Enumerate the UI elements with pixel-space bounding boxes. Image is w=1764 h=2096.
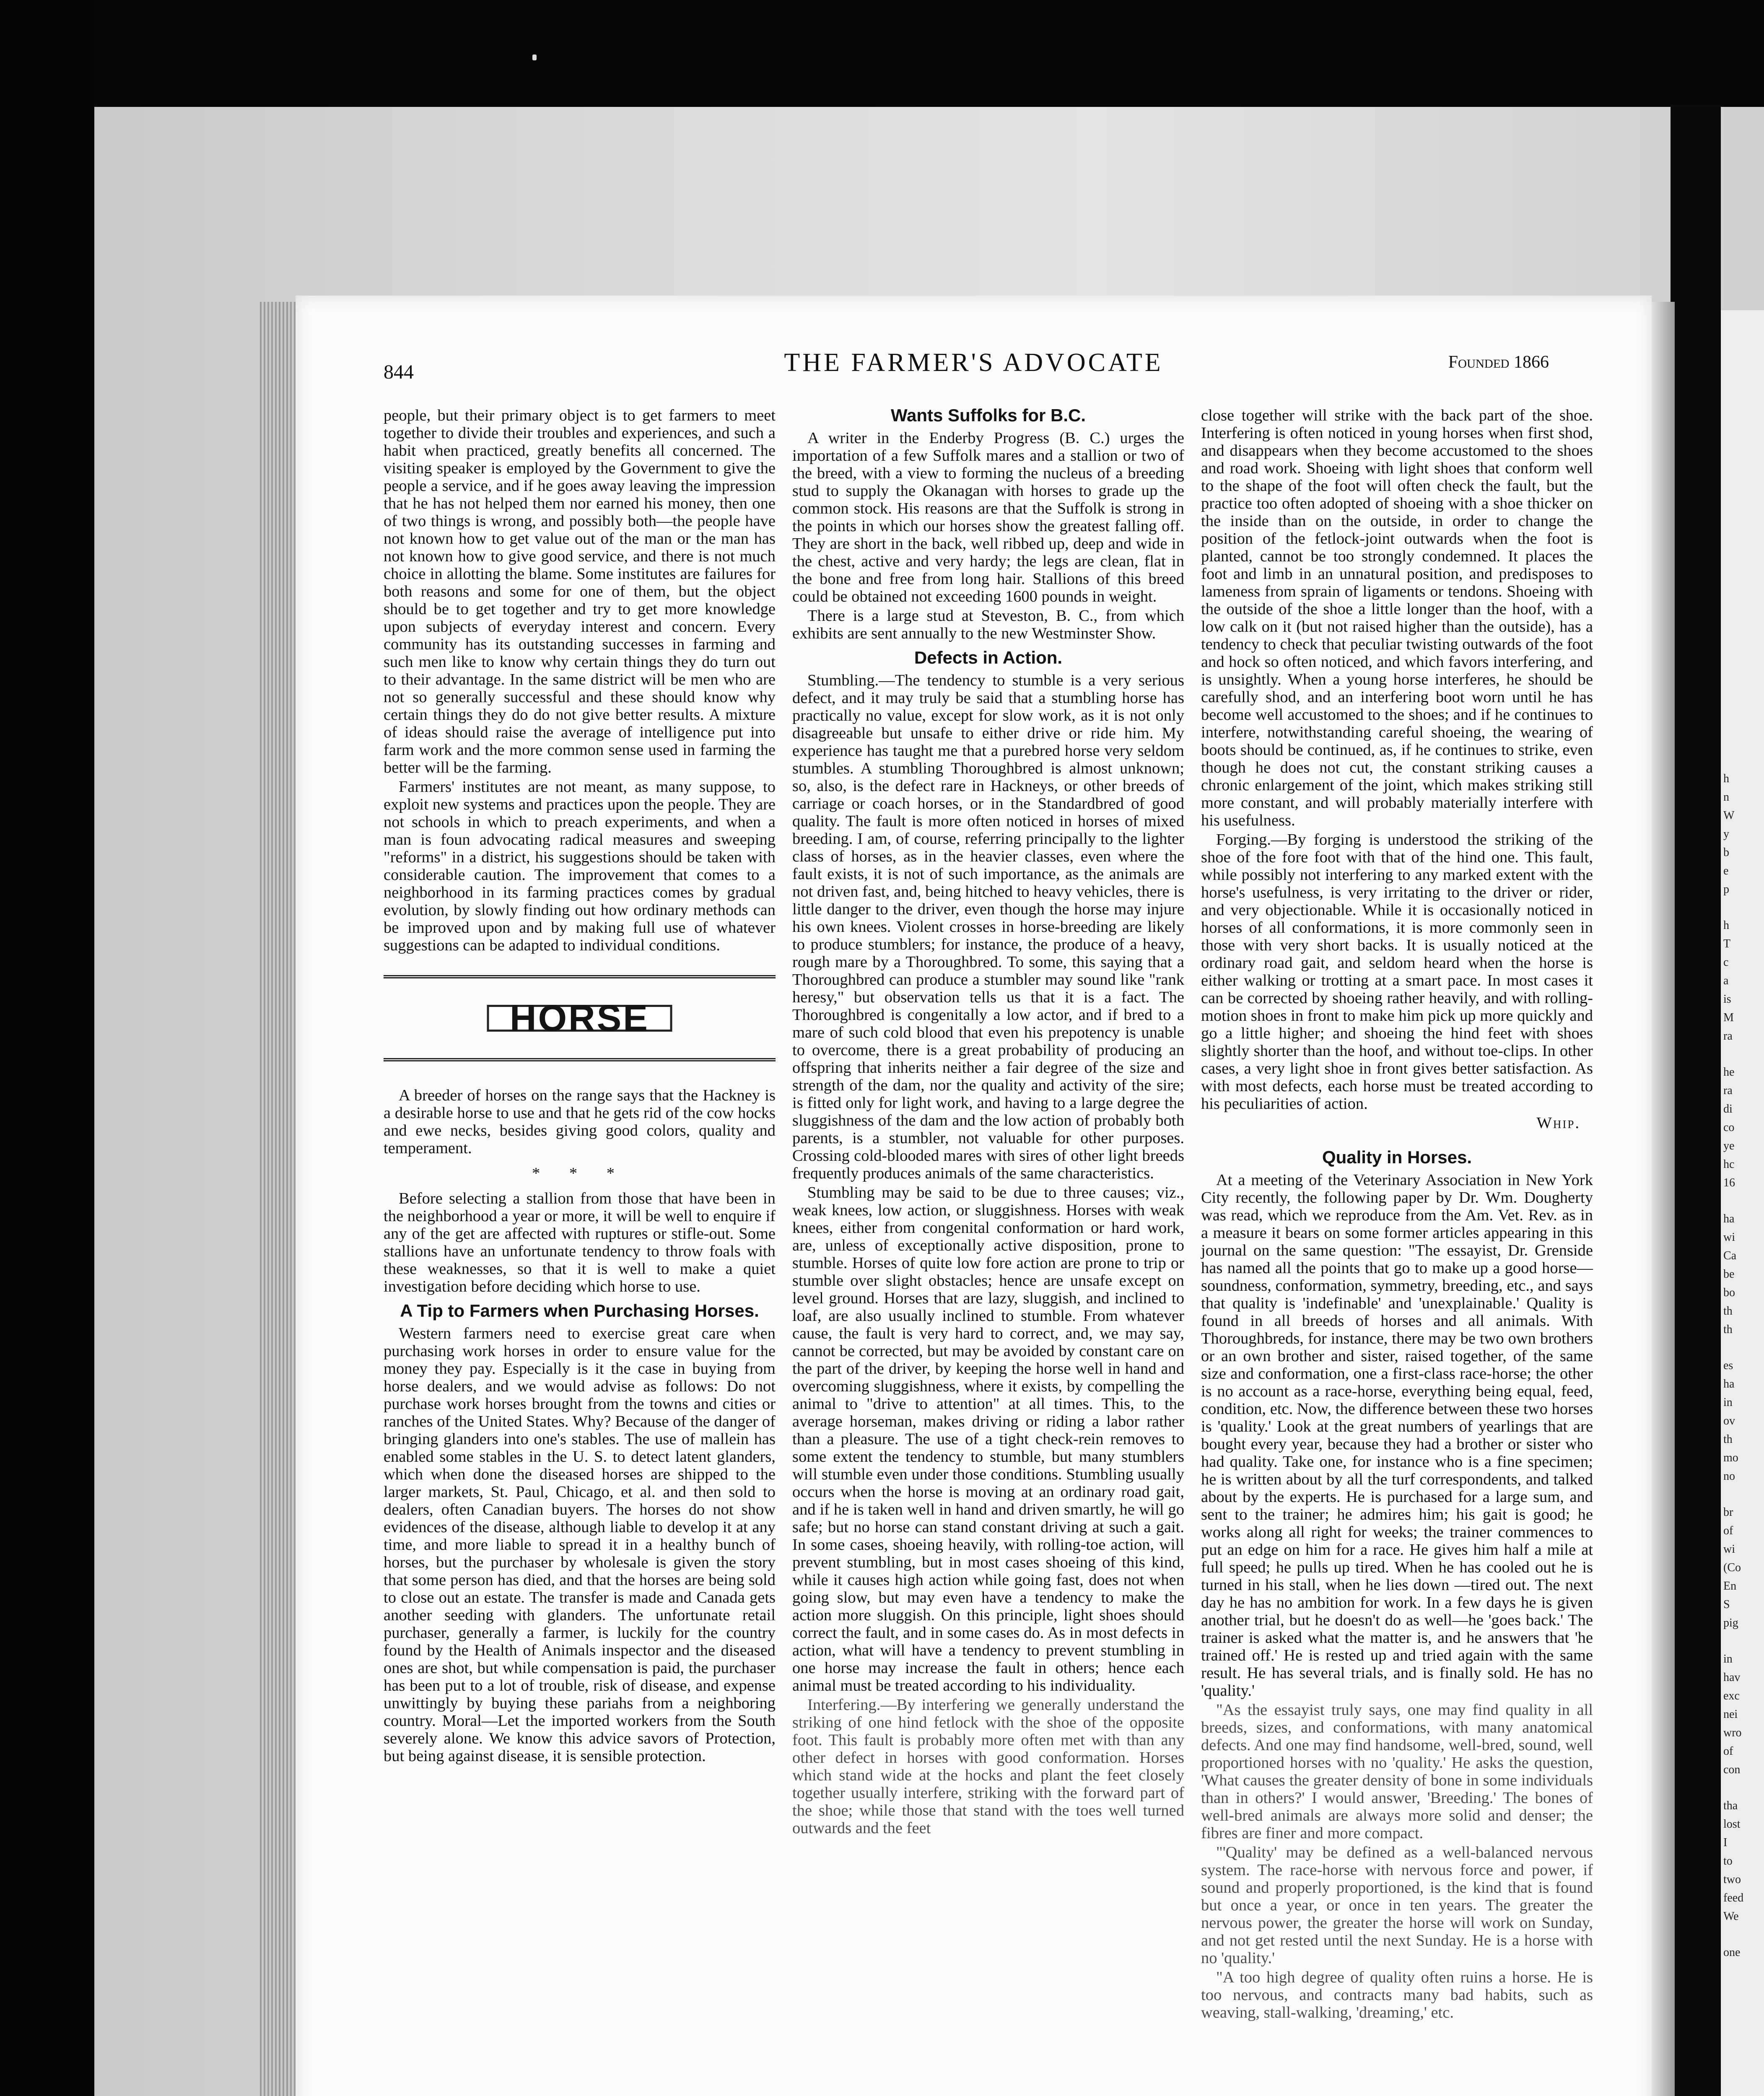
next-page-fragment: e [1723, 864, 1729, 877]
next-page-fragment: 16 [1723, 1176, 1735, 1189]
paragraph: At a meeting of the Veterinary Association in New York City recently, the following paper by Dr. Wm. Dougherty was read, which we reproduce from the Am. Vet. Rev. as in a measure it bears on some former articles appearing in this journal on the same question: "The essayist, Dr. Grenside has named all the points that go to make up a good horse—soundness, conformation, symmetry, breeding, etc., and says that quality is 'indefinable' and 'unexplainable.' Quality is found in all breeds of horses and all animals. With Thoroughbreds, for instance, there may be two own brothers or an own brother and sister, raised together, of the same size and conformation, one a first-class race-horse; the other is no account as a race-horse, everything being equal, feed, condition, etc. Now, the difference between these two horses is 'quality.' Look at the great numbers of yearlings that are bought every year, because they had a brother or sister who had quality. Take one, for instance who is a fine specimen; he is written about by all the turf correspondents, and talked about by the experts. He is purchased for a large sum, and sent to the trainer; he admires him; his gait is good; he works along all right for weeks; the trainer commences to put an edge on him for a race. He gives him half a mile at full speed; he pulls up tired. When he has cooled out he is turned in his stall, when he lies down —tired out. The next day he has no ambition for work. In a few days he is given another trial, but he doesn't do as well—he 'goes back.' The trainer is asked what the matter is, and he answers that 'he trained off.' He is rested up and tried again with the same result. He has several trials, and is finally sold. He has no 'quality.' [1201, 1171, 1593, 1699]
next-page-fragment: T [1723, 937, 1731, 950]
next-page-fragment: M [1723, 1011, 1734, 1024]
next-page-fragment: Ca [1723, 1249, 1737, 1262]
paragraph: Stumbling.—The tendency to stumble is a very serious defect, and it may truly be said that a stumbling horse has practically no value, except for slow work, as it is not only disagreeable but unsafe to either drive or ride him. My experience has taught me that a purebred horse very seldom stumbles. A stumbling Thoroughbred is almost unknown; so, also, is the defect rare in Hackneys, or other breeds of carriage or coach horses, or in the Standardbred of good quality. The fault is more often noticed in horses of mixed breeding. I am, of course, referring principally to the lighter class of horses, as in the heavier classes, even where the fault exists, it is not of such importance, as the animals are not driven fast, and, being hitched to heavy vehicles, there is little danger to the driver, even though the horse may injure his own knees. Violent crosses in horse-breeding are likely to produce stumblers; for instance, the produce of a heavy, rough mare by a Thoroughbred. To some, this saying that a Thoroughbred can produce a stumbler may sound like "rank heresy," but observation tells us that it is a fact. The Thoroughbred is congenitally a low actor, and if bred to a mare of such cold blood that even his prepotency is unable to overcome, there is a great probability of producing an offspring that inherits neither a fair degree of the size and strength of the dam, nor the quality and activity of the sire; is fitted only for light work, and having to a large degree the sluggishness of the dam and the low action of probably both parents, is a stumbler, not valuable for other purposes. Crossing cold-blooded mares with sires of other light breeds frequently produces animals of the same characteristics. [792, 672, 1184, 1182]
scan-speck [532, 54, 537, 60]
section-banner-label: HORSE [487, 1005, 672, 1032]
next-page-fragment: br [1723, 1506, 1733, 1519]
next-page-fragment: hav [1723, 1671, 1741, 1684]
founded-note: Founded 1866 [1448, 353, 1549, 372]
next-page-fragment: to [1723, 1855, 1733, 1868]
section-break-stars: * * * [532, 1165, 627, 1182]
next-page-fragment: tha [1723, 1799, 1738, 1812]
next-page-fragment: b [1723, 846, 1729, 859]
next-page-fragment: ov [1723, 1414, 1735, 1427]
next-page-fragment: ha [1723, 1212, 1735, 1225]
next-page-fragment: (Co [1723, 1561, 1741, 1574]
next-page-fragment: ye [1723, 1139, 1735, 1152]
article-heading: Quality in Horses. [1322, 1147, 1472, 1167]
book-page [296, 296, 1652, 2096]
scan-border-left [0, 0, 94, 2096]
author-signature: Whip. [1536, 1114, 1580, 1132]
next-page-fragment: two [1723, 1873, 1741, 1886]
column-3 [1201, 407, 1593, 2023]
next-page-fragment: exc [1723, 1689, 1740, 1702]
paragraph: Western farmers need to exercise great care when purchasing work horses in order to ensure value for the money they pay. Especially is it the case in buying from horse dealers, and we would advise as follows: Do not purchase work horses brought from the towns and cities or ranches of the United States. Why? Because of the danger of bringing glanders into one's stables. The use of mallein has enabled some stables in the U. S. to detect latent glanders, which when done the diseased horses are shipped to the larger markets, St. Paul, Chicago, et al. and then sold to dealers, often Canadian buyers. The horses do not show evidences of the disease, although liable to develop it at any time, and more liable to spread it in a healthy bunch of horses, but the purchaser by wholesale is given the story that some person has died, and that the horses are being sold to close out an estate. The transfer is made and Canada gets another seeding with glanders. The unfortunate retail purchaser, generally a farmer, is luckily for the country found by the Health of Animals inspector and the diseased ones are shot, but while compensation is paid, the purchaser has been put to a lot of trouble, risk of disease, and expense unwittingly by buying these pariahs from a neighboring country. Moral—Let the imported workers from the South severely alone. We know this advice savors of Protection, but being against disease, it is sensible protection. [384, 1325, 776, 1765]
article-heading: A Tip to Farmers when Purchasing Horses. [400, 1301, 759, 1320]
paragraph: A breeder of horses on the range says that the Hackney is a desirable horse to use and that he gets rid of the cow hocks and ewe necks, besides giving good colors, quality and temperament. [384, 1087, 776, 1157]
journal-title: THE FARMER'S ADVOCATE [784, 348, 1163, 377]
next-page-fragment: bo [1723, 1286, 1735, 1299]
next-page-fragment: wro [1723, 1726, 1742, 1739]
next-page-fragment: wi [1723, 1231, 1735, 1244]
column-1 [384, 407, 776, 1767]
next-page-fragment: in [1723, 1396, 1733, 1409]
paragraph: "As the essayist truly says, one may find quality in all breeds, sizes, and conformations, with many anatomical defects. And one may find handsome, well-bred, sound, well proportioned horses with no 'quality.' He asks the question, 'What causes the greater density of bone in some individuals than in others?' I would answer, 'Breeding.' The bones of well-bred animals are always more solid and denser; the fibres are finer and more compact. [1201, 1701, 1593, 1842]
next-page-fragment: di [1723, 1102, 1733, 1115]
next-page-fragment: es [1723, 1359, 1733, 1372]
paragraph: "A too high degree of quality often ruins a horse. He is too nervous, and contracts many bad habits, such as weaving, stall-walking, 'dreaming,' etc. [1201, 1969, 1593, 2021]
next-page-fragment: no [1723, 1470, 1735, 1483]
next-page-fragment: En [1723, 1580, 1737, 1593]
next-page-fragment: W [1723, 809, 1735, 822]
next-page-fragment: co [1723, 1121, 1735, 1134]
next-page-fragment: We [1723, 1910, 1739, 1923]
paragraph: A writer in the Enderby Progress (B. C.) urges the importation of a few Suffolk mares and a stallion or two of the breed, with a view to forming the nucleus of a breeding stud to supply the Okanagan with horses to grade up the common stock. His reasons are that the Suffolk is strong in the points in which our horses show the greatest falling off. They are short in the back, well ribbed up, deep and wide in the chest, active and very hardy; the legs are clean, flat in the bone and free from long hair. Stallions of this breed could be obtained not exceeding 1600 pounds in weight. [792, 429, 1184, 605]
next-page-fragment: lost [1723, 1818, 1741, 1831]
next-page-fragment: of [1723, 1745, 1733, 1758]
section-banner [384, 975, 776, 1061]
book-gutter [1671, 105, 1721, 2096]
next-page-fragment: ra [1723, 1084, 1733, 1097]
next-page-fragment: n [1723, 791, 1729, 804]
paragraph: Farmers' institutes are not meant, as many suppose, to exploit new systems and practices upon the people. They are not schools in which to preach experiments, and when a man is foun advocating radical measures and sweeping "reforms" in a district, his suggestions should be taken with considerable caution. The improvement that comes to a neighborhood in its farming practices comes by gradual evolution, by slowly finding out how ordinary methods can be improved upon and by making full use of whatever suggestions can be adapted to individual conditions. [384, 778, 776, 954]
next-page-fragment: in [1723, 1652, 1733, 1665]
next-page-fragment: wi [1723, 1543, 1735, 1556]
next-page-fragment: ha [1723, 1377, 1735, 1390]
page-number: 844 [384, 361, 414, 383]
next-page-fragment: one [1723, 1946, 1741, 1959]
next-page-fragment: pig [1723, 1616, 1738, 1629]
paragraph: "'Quality' may be defined as a well-balanced nervous system. The race-horse with nervous force and power, if sound and properly proportioned, is the kind that is found but once a year, or once in ten years. The greater the nervous power, the greater the horse will work on Sunday, and not get rested until the next Sunday. He is a horse with no 'quality.' [1201, 1844, 1593, 1967]
next-page-fragment: be [1723, 1268, 1735, 1281]
paragraph: Forging.—By forging is understood the striking of the shoe of the fore foot with that of the hind one. This fault, while possibly not interfering to any marked extent with the horse's usefulness, is very irritating to the driver or rider, and very objectionable. While it is occasionally noticed in horses of all conformations, it is more commonly seen in those with very short backs. It is usually noticed at the ordinary road gait, and seldom heard when the horse is either walking or trotting at a smart pace. In most cases it can be corrected by shoeing rather heavily, and with rolling-motion shoes in front to make him pick up more quickly and go a little higher; and shoeing the hind feet with shoes slightly shorter than the hoof, and without toe-clips. In other cases, a very light shoe in front gives better satisfaction. As with most defects, each horse must be treated according to his peculiarities of action. [1201, 831, 1593, 1113]
next-page-fragment: p [1723, 883, 1729, 896]
paragraph: close together will strike with the back part of the shoe. Interfering is often noticed in young horses when first shod, and disappears when they become accustomed to the shoes and road work. Shoeing with light shoes that conform well to the shape of the foot will often check the fault, but the practice too often adopted of shoeing with a shoe thicker on the inside than on the outside, in order to change the position of the fetlock-joint outwards when the foot is planted, cannot be too strongly condemned. It places the foot and limb in an unnatural position, and predisposes to lameness from sprain of ligaments or tendons. Shoeing with the outside of the shoe a little longer than the hoof, with a low calk on it (but not raised higher than the outside), has a tendency to check that peculiar twisting outwards of the foot and hock so often noticed, and which favors interfering, and is unsightly. When a young horse interferes, he should be carefully shod, and an interfering boot worn until he has become well accustomed to the shoes; and if he continues to interfere, notwithstanding careful shoeing, the wearing of boots should be continued, as, if he continues to strike, even though he does not cut, the constant striking causes a chronic enlargement of the joint, which makes striking still more constant, and will probably materially interfere with his usefulness. [1201, 407, 1593, 829]
paragraph: Interfering.—By interfering we generally understand the striking of one hind fetlock with the shoe of the opposite foot. This fault is probably more often met with than any other defect in horses with good conformation. Horses which stand wide at the hocks and plant the feet closely together usually interfere, striking with the forward part of the shoe; while those that stand with the toes well turned outwards and the feet [792, 1696, 1184, 1837]
next-page-fragment: mo [1723, 1451, 1738, 1464]
paragraph: Stumbling may be said to be due to three causes; viz., weak knees, low action, or sluggishness. Horses with weak knees, either from congenital conformation or hard work, are, unless of exceptionally active disposition, prone to stumble. Horses of quite low fore action are prone to trip or stumble over slight obstacles; hence are unsafe except on level ground. Horses that are lazy, sluggish, and inclined to loaf, are also usually inclined to stumble. From whatever cause, the fault is very hard to correct, and, we may say, cannot be corrected, but may be avoided by constant care on the part of the driver, by keeping the horse well in hand and overcoming sluggishness, where it exists, by compelling the animal to "drive to attention" at all times. This, to the average horseman, makes driving or riding a labor rather than a pleasure. The use of a tight check-rein removes to some extent the tendency to stumble, but many stumblers will stumble even under those conditions. Stumbling usually occurs when the horse is moving at an ordinary road gait, and if he is taken well in hand and driven smartly, he will go safe; but no horse can stand constant driving at such a gait. In some cases, shoeing heavily, with rolling-toe action, will prevent stumbling, but in most cases shoeing of this kind, while it causes high action while going fast, does not when going slow, but may even have a tendency to make the action more sluggish. On this principle, light shoes should correct the fault, and in some cases do. As in most defects in action, what will have a tendency to prevent stumbling in one horse may increase the fault in others; hence each animal must be treated according to his individuality. [792, 1184, 1184, 1694]
next-page-fragment: y [1723, 828, 1729, 840]
column-2 [792, 407, 1184, 1839]
next-page-fragment: h [1723, 772, 1729, 785]
article-heading: Wants Suffolks for B.C. [890, 405, 1086, 425]
next-page-fragment: th [1723, 1323, 1733, 1336]
next-page-fragment: ra [1723, 1030, 1733, 1043]
next-page-fragment: a [1723, 974, 1729, 987]
next-page-fragment: h [1723, 919, 1729, 932]
next-page-fragment: hc [1723, 1158, 1735, 1171]
article-heading: Defects in Action. [914, 648, 1063, 667]
next-page-fragment: of [1723, 1524, 1733, 1537]
next-page-edge [1721, 310, 1764, 2096]
next-page-fragment: I [1723, 1836, 1728, 1849]
next-page-fragment: nei [1723, 1708, 1738, 1721]
next-page-fragment: c [1723, 956, 1729, 969]
paragraph: Before selecting a stallion from those that have been in the neighborhood a year or more, it will be well to enquire if any of the get are affected with ruptures or stifle-out. Some stallions have an unfortunate tendency to throw foals with these weaknesses, so that it is well to make a quiet investigation before deciding which horse to use. [384, 1190, 776, 1295]
next-page-fragment: th [1723, 1433, 1733, 1446]
paragraph: people, but their primary object is to get farmers to meet together to divide their troubles and experiences, and such a habit when practiced, greatly benefits all concerned. The visiting speaker is employed by the Government to give the people a service, and if he goes away leaving the impression that he has not helped them nor earned his money, then one of two things is wrong, and possibly both—the people have not known how to get value out of the man or the man has not known how to give good service, and there is not much choice in allotting the blame. Some institutes are failures for both reasons and some for one of them, but the object should be to get together and try to get more knowledge upon subjects of everyday interest and concern. Every community has its outstanding successes in farming and such men like to know why certain things they do turn out to their advantage. In the same district will be men who are not so generally successful and these should know why certain things they do do not give better results. A mixture of ideas should raise the average of intelligence put into farm work and the more common sense used in farming the better will be the farming. [384, 407, 776, 776]
next-page-fragment: he [1723, 1066, 1735, 1079]
next-page-fragment: S [1723, 1598, 1730, 1611]
next-page-fragment: is [1723, 993, 1731, 1006]
paragraph: There is a large stud at Steveston, B. C., from which exhibits are sent annually to the new Westminster Show. [792, 607, 1184, 642]
next-page-fragment: th [1723, 1305, 1733, 1318]
next-page-fragment: feed [1723, 1891, 1744, 1904]
next-page-fragment: con [1723, 1763, 1741, 1776]
